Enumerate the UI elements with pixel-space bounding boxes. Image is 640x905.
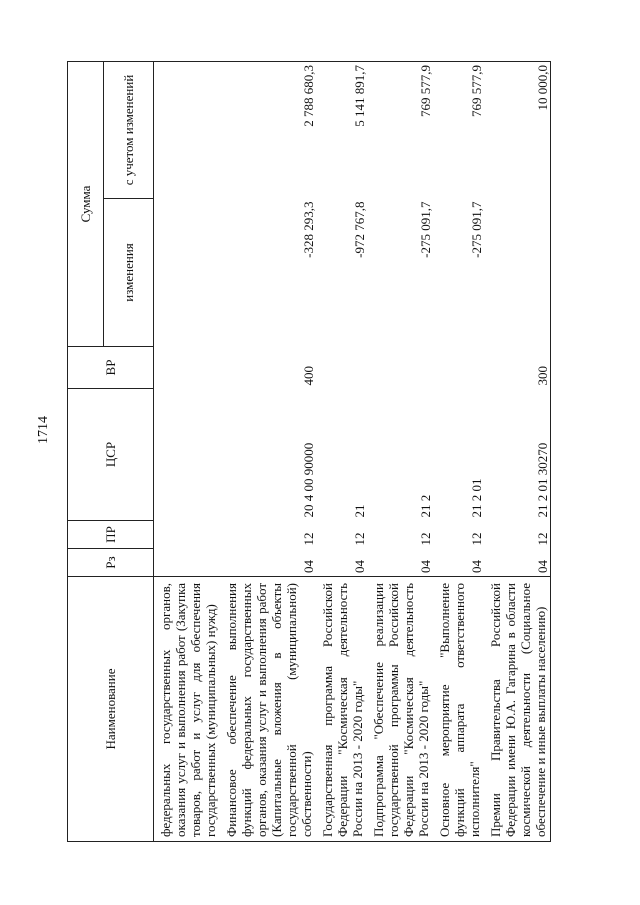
row-pr: 12 xyxy=(469,532,484,546)
row-pr: 12 xyxy=(301,532,316,546)
row-vr xyxy=(367,347,433,389)
row-csr: 20 4 00 90000 xyxy=(301,442,316,518)
row-total xyxy=(154,62,221,199)
row-csr: 21 2 xyxy=(418,494,433,518)
table-row xyxy=(220,62,316,842)
row-name: Государственная программа Российской Федерации "Космическая деятельность России на 2013 - 2020 годы" xyxy=(316,577,367,842)
row-rz xyxy=(154,549,221,577)
row-pr: 12 xyxy=(484,521,551,549)
row-vr xyxy=(316,347,367,389)
row-rz: 04 xyxy=(484,549,551,577)
row-csr: 21 2 01 30270 xyxy=(484,389,551,521)
row-total: 769 577,9 xyxy=(433,62,484,199)
row-change xyxy=(154,199,221,347)
budget-table xyxy=(67,61,551,842)
row-change: -328 293,3 xyxy=(301,201,316,258)
row-total: 5 141 891,7 xyxy=(316,62,367,199)
row-name: Премии Правительства Российской Федерации имени Ю.А. Гагарина в области космической деятельности (Социальное обеспечение и иные выплаты населению) xyxy=(484,577,551,842)
row-rz: 04 xyxy=(418,560,433,573)
row-vr: 300 xyxy=(484,347,551,389)
row-name: федеральных государственных органов, оказания услуг и выполнения работ (Закупка товаров, работ и услуг для обеспечения государственных (муниципальных) нужд) xyxy=(154,577,221,842)
header-pr: ПР xyxy=(68,521,154,549)
row-total: 769 577,9 xyxy=(367,62,433,199)
row-name: Подпрограмма "Обеспечение реализации государственной программы Российской Федерации "Космическая деятельность России на 2013 - 2020 годы" xyxy=(367,577,433,842)
table-row xyxy=(367,62,433,842)
page-number: 1714 xyxy=(36,416,51,444)
table-row xyxy=(433,62,484,842)
row-change xyxy=(484,199,551,347)
row-total: 2 788 680,3 xyxy=(220,62,316,199)
row-change: -275 091,7 xyxy=(418,201,433,258)
row-change: -275 091,7 xyxy=(469,201,484,258)
row-rz: 04 xyxy=(469,560,484,573)
row-vr xyxy=(154,347,221,389)
row-pr xyxy=(154,521,221,549)
row-rz: 04 xyxy=(352,560,367,573)
header-vr: ВР xyxy=(68,347,154,389)
row-csr xyxy=(154,389,221,521)
header-csr: ЦСР xyxy=(68,389,154,521)
row-total: 10 000,0 xyxy=(484,62,551,199)
row-vr xyxy=(433,347,484,389)
row-name: Основное мероприятие "Выполнение функций аппарата ответственного исполнителя" xyxy=(433,577,484,842)
rotated-table-container xyxy=(67,62,577,842)
row-pr: 12 xyxy=(352,532,367,546)
row-csr: 21 xyxy=(352,504,367,518)
row-csr: 21 2 01 xyxy=(469,478,484,518)
row-vr: 400 xyxy=(301,366,316,386)
row-rz: 04 xyxy=(301,560,316,573)
header-name: Наименование xyxy=(68,577,154,842)
table-row xyxy=(316,62,367,842)
table-row xyxy=(154,62,221,842)
row-name: Финансовое обеспечение выполнения функций федеральных государственных органов, оказания услуг и выполнения работ (Капитальные вложения в объекты государственной (муниципальной) собственности) xyxy=(220,577,316,842)
header-rz: Рз xyxy=(68,549,154,577)
header-sum: Сумма xyxy=(68,62,104,347)
row-change: -972 767,8 xyxy=(352,201,367,258)
table-row xyxy=(484,62,551,842)
row-pr: 12 xyxy=(418,532,433,546)
header-with-changes: с учетом изменений xyxy=(104,62,154,199)
header-changes: изменения xyxy=(104,199,154,347)
